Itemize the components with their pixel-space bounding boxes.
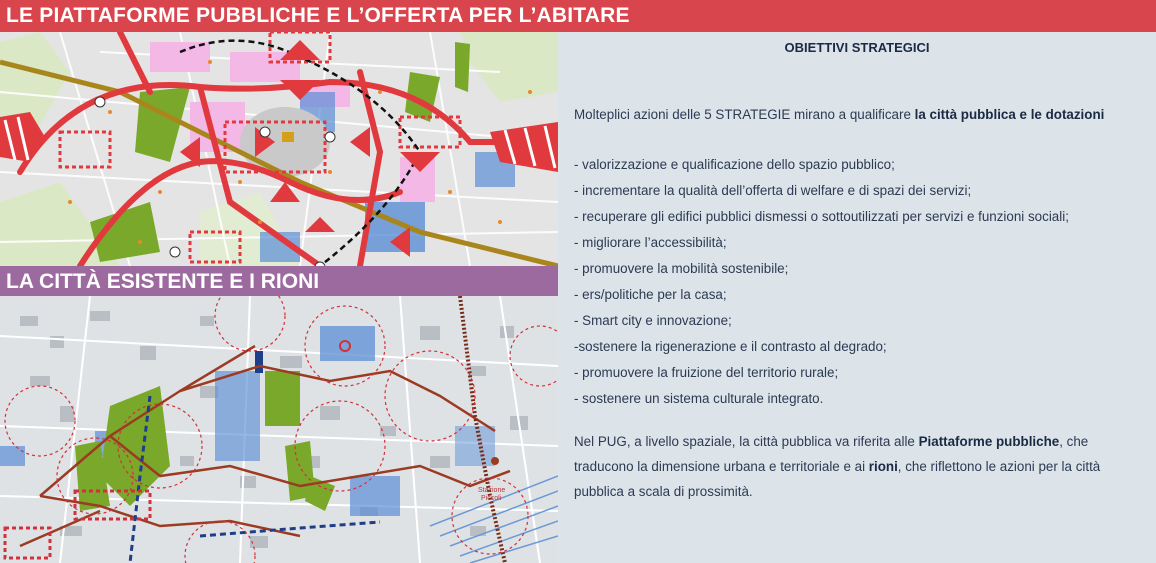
intro-bold: la città pubblica e le dotazioni [914,107,1105,122]
panel-heading: OBIETTIVI STRATEGICI [784,40,930,55]
top-banner [0,0,1156,32]
objective-item: - promuovere la mobilità sostenibile; [574,261,789,276]
objective-item: - Smart city e innovazione; [574,313,732,328]
banner-title-piattaforme: LE PIATTAFORME PUBBLICHE E L’OFFERTA PER L’ABITARE [6,4,630,27]
objective-item: - recuperare gli edifici pubblici dismessi o sottoutilizzati per servizi e funzioni sociali; [574,209,1069,224]
banner-title-rioni: LA CITTÀ ESISTENTE E I RIONI [6,270,320,293]
map-piattaforme-svg [0,32,558,266]
closing-part3: , che riflettono le azioni per la città pubblica a scala di prossimità. [574,459,1101,499]
objective-item: - ers/politiche per la casa; [574,287,727,302]
closing-paragraph [574,429,1134,504]
middle-banner [0,266,558,296]
map-citta-esistente-rioni [0,296,558,563]
station-label-1: Stazione [478,487,506,494]
closing-bold-rioni: rioni [868,459,898,474]
map-rioni-svg [0,296,558,563]
objective-item: - valorizzazione e qualificazione dello spazio pubblico; [574,157,895,172]
objective-item: -sostenere la rigenerazione e il contrasto al degrado; [574,339,887,354]
objective-item: - sostenere un sistema culturale integrato. [574,391,824,406]
objective-item: - promuovere la fruizione del territorio rurale; [574,365,839,380]
objective-item: - incrementare la qualità dell’offerta di welfare e di spazi dei servizi; [574,183,972,198]
closing-bold-piattaforme: Piattaforme pubbliche [918,434,1060,449]
intro-paragraph [574,106,1134,124]
intro-prefix: Molteplici azioni delle 5 STRATEGIE mirano a qualificare [574,107,915,122]
closing-part2: , che traducono la dimensione urbana e territoriale e ai [574,434,1089,474]
objective-item: - migliorare l’accessibilità; [574,235,727,250]
closing-part1: Nel PUG, a livello spaziale, la città pubblica va riferita alle [574,434,919,449]
strategic-objectives-panel [558,32,1156,563]
station-label-2: Piccoli [481,495,502,502]
map-piattaforme-pubbliche [0,32,558,266]
objectives-list [574,156,1134,416]
